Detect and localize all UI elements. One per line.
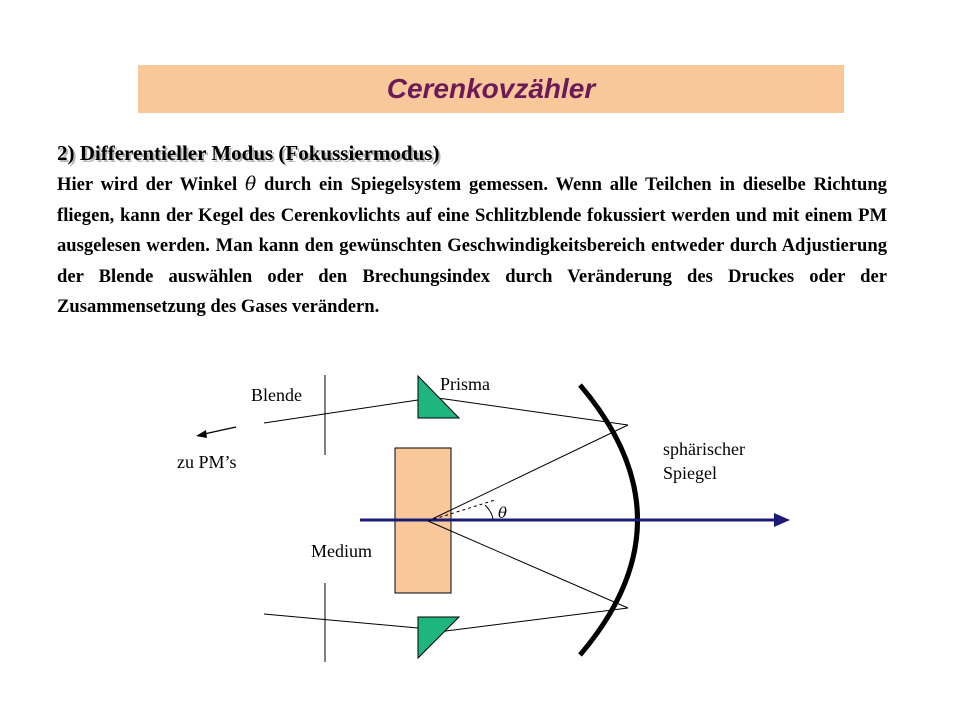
label-medium: Medium <box>311 541 372 561</box>
pm-arrow-shaft <box>204 427 236 434</box>
theta-symbol: θ <box>245 174 257 195</box>
label-zu-pms: zu PM’s <box>177 452 237 472</box>
label-spiegel-line1: sphärischer <box>663 439 745 459</box>
pm-arrowhead <box>196 430 207 438</box>
paragraph-text-rest: durch ein Spiegelsystem gemessen. Wenn alle Teilchen in dieselbe Richtung fliegen, kann der Kegel des Cerenkovlichts auf eine Schlitzblende fokussiert werden und mit einem PM ausgelesen werden. Man kann den gewünschten Geschwindigkeitsbereich entweder durch Adjustierung der Blende auswählen oder den Brechungsindex durch Veränderung des Druckes oder der Zusammensetzung des Gases verändern. <box>57 174 887 317</box>
section-heading: 2) Differentieller Modus (Fokussiermodus) <box>57 141 440 165</box>
label-prisma: Prisma <box>440 374 491 394</box>
light-ray-upper-inner <box>428 425 628 521</box>
light-ray-lower-inner <box>428 521 628 608</box>
paragraph-text-start: Hier wird der Winkel <box>57 174 238 195</box>
label-blende: Blende <box>251 385 302 405</box>
label-theta: θ <box>498 504 508 522</box>
prism-lower <box>418 617 459 658</box>
slide-title: Cerenkovzähler <box>386 73 596 104</box>
beam-arrowhead <box>774 513 790 527</box>
label-spiegel-line2: Spiegel <box>663 463 717 483</box>
light-ray-lower-out <box>264 614 418 628</box>
theta-arc <box>485 505 493 519</box>
